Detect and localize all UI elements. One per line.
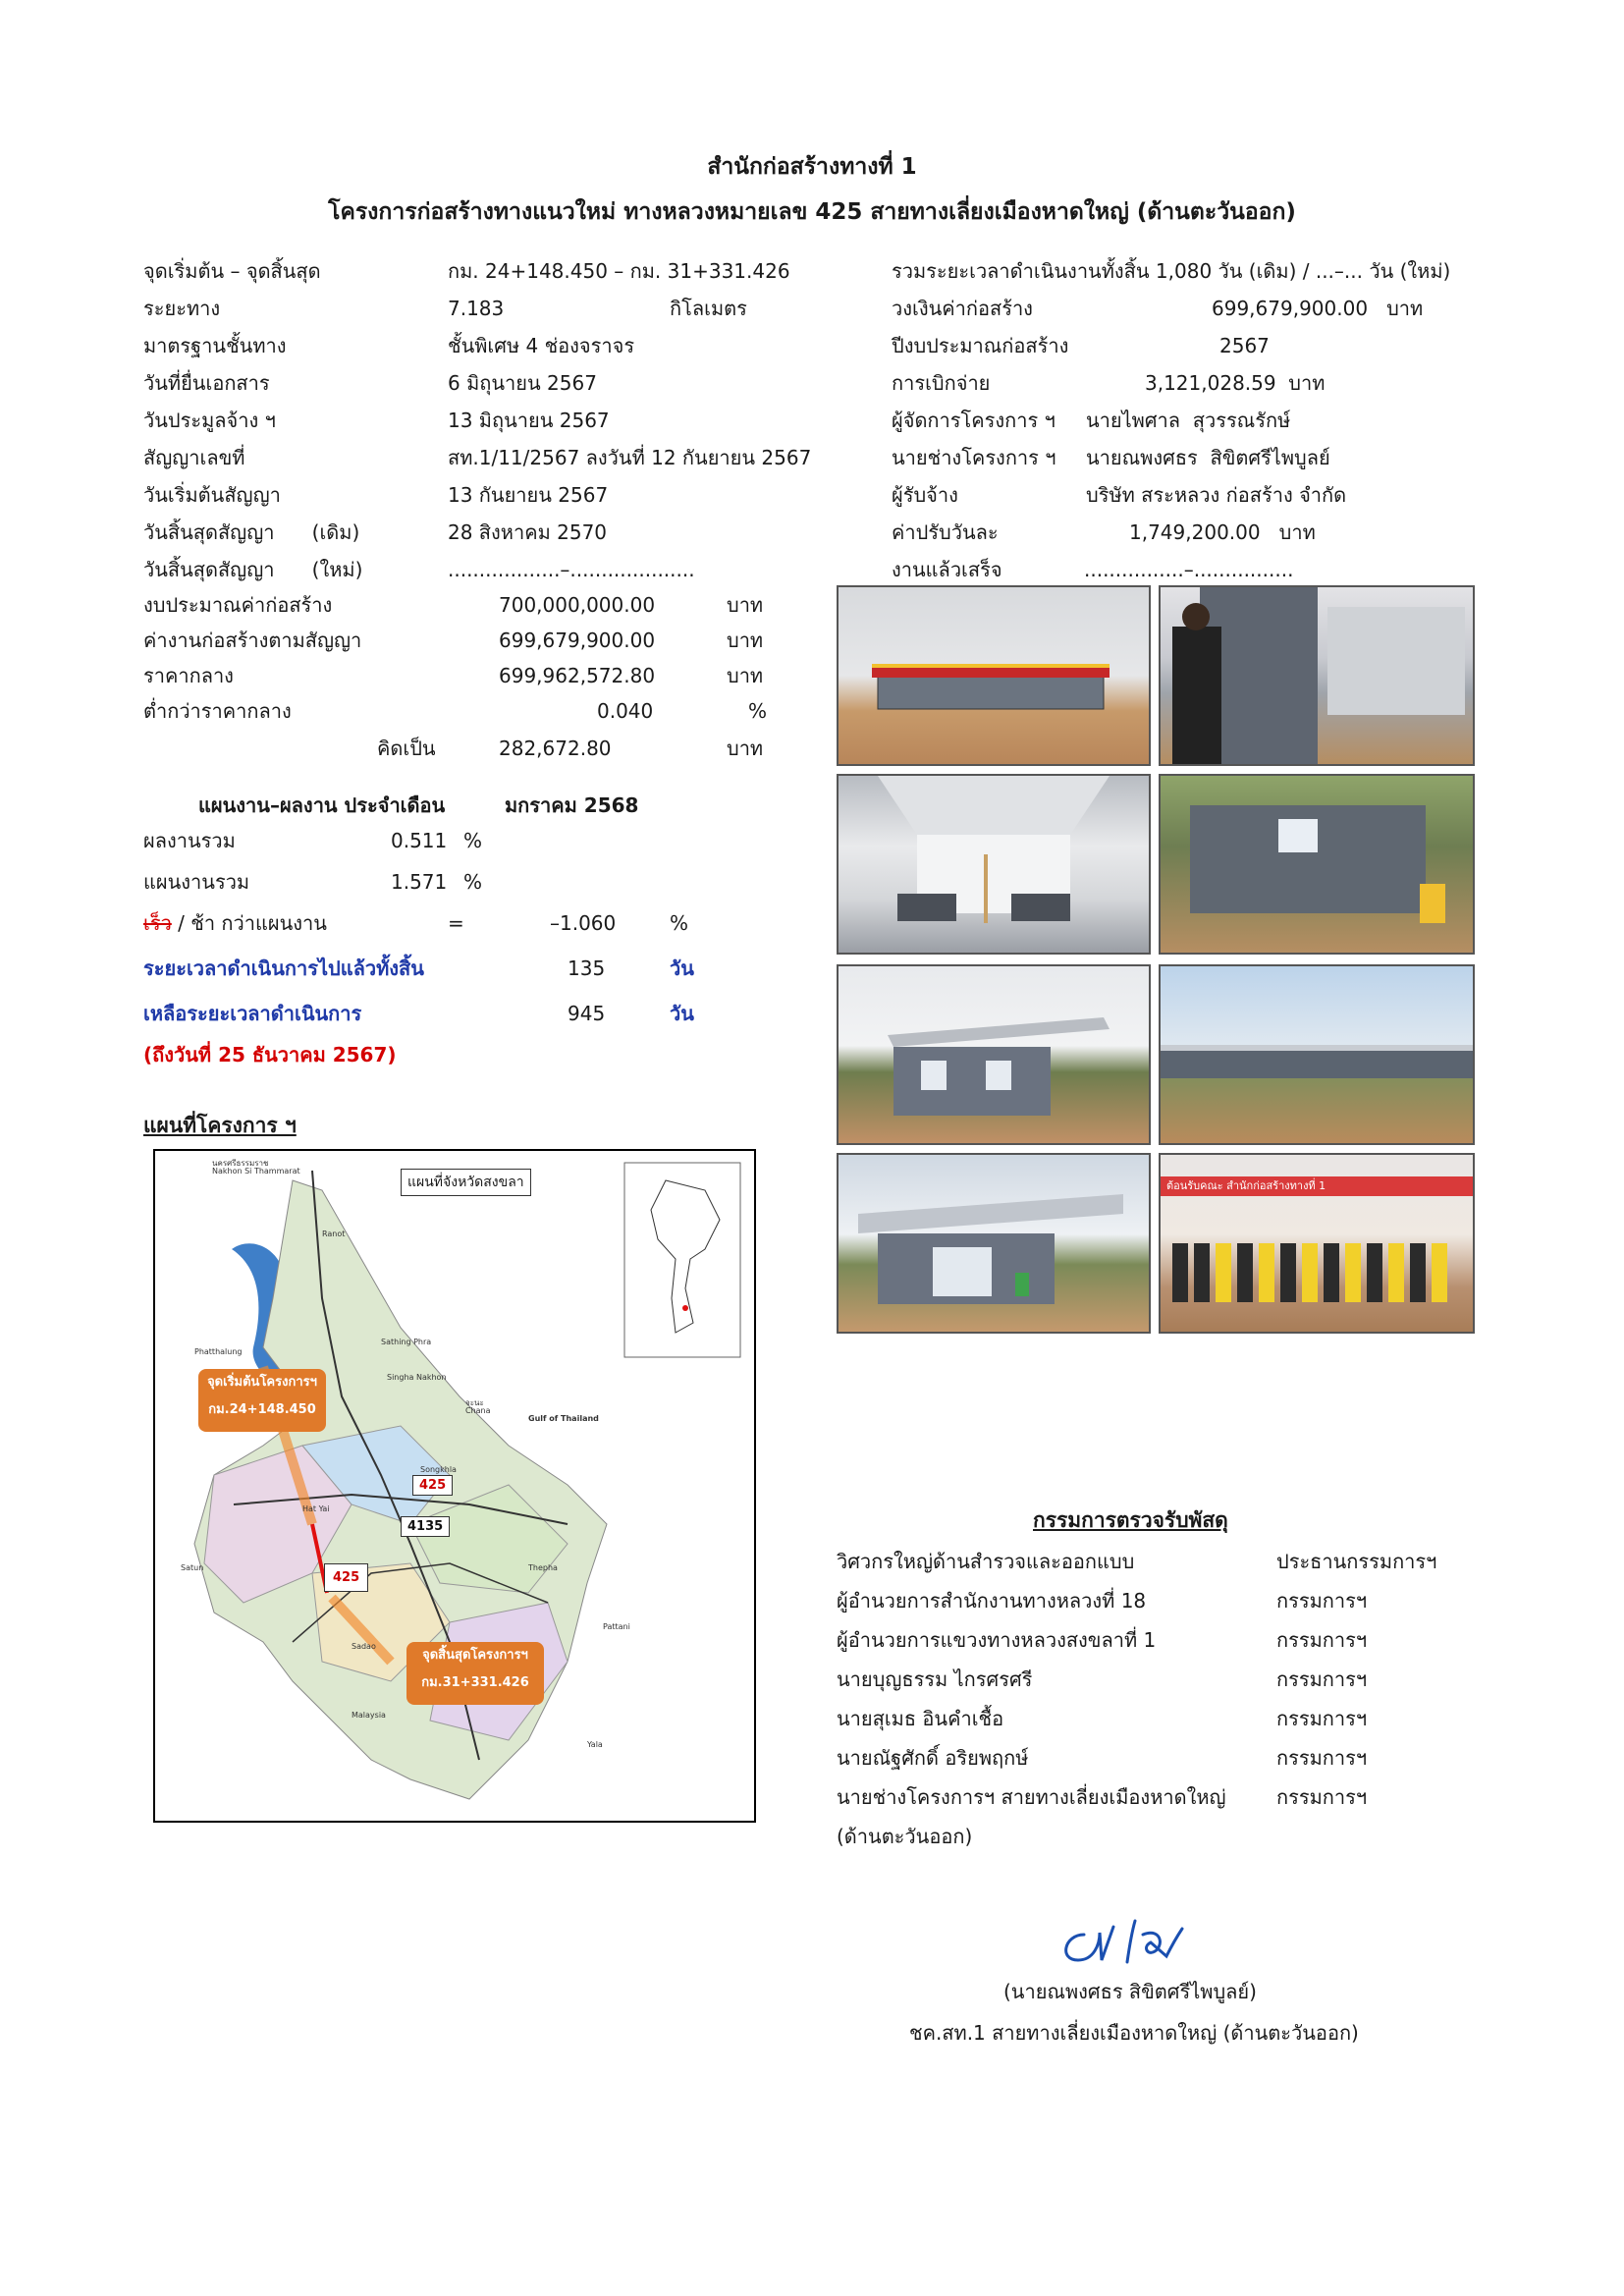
progress-diff-value: –1.060 [550, 911, 617, 935]
map-place: Sadao [352, 1642, 376, 1651]
map-place: Satun [181, 1563, 204, 1572]
info-unit: กิโลเมตร [670, 297, 747, 320]
info-label: การเบิกจ่าย [892, 371, 991, 395]
photo-building-graphic [1161, 776, 1473, 953]
info-label: สัญญาเลขที่ [143, 446, 245, 469]
budget-unit: บาท [727, 664, 764, 687]
map-place: Pattani [603, 1622, 630, 1631]
committee-role: กรรมการฯ [1276, 1628, 1368, 1652]
info-value: กม. 24+148.450 – กม. 31+331.426 [448, 259, 790, 283]
committee-member: นายช่างโครงการฯ สายทางเลี่ยงเมืองหาดใหญ่ [837, 1785, 1226, 1809]
progress-diff-unit: % [670, 911, 689, 935]
site-photo [1159, 964, 1475, 1145]
info-value: บริษัท สระหลวง ก่อสร้าง จำกัด [1086, 483, 1347, 507]
info-value: ..................–.................... [448, 558, 695, 581]
budget-value: 699,679,900.00 [499, 629, 656, 652]
site-photo [837, 774, 1151, 955]
project-dot [682, 1305, 688, 1311]
site-photo [1159, 1153, 1475, 1334]
end-callout-km: กม.31+331.426 [421, 1675, 529, 1690]
committee-heading: กรรมการตรวจรับพัสดุ [1033, 1508, 1228, 1532]
start-callout-km: กม.24+148.450 [208, 1402, 316, 1417]
info-label: ระยะทาง [143, 297, 221, 320]
budget-value: 0.040 [597, 699, 654, 723]
progress-heading: แผนงาน–ผลงาน ประจำเดือน [198, 793, 446, 817]
map-place: Thepha [528, 1563, 558, 1572]
map-place: Chana [465, 1406, 491, 1415]
map-place: Malaysia [352, 1711, 386, 1720]
office-title: สำนักก่อสร้างทางที่ 1 [707, 154, 917, 180]
map-place: Nakhon Si Thammarat [212, 1167, 300, 1175]
elapsed-value: 135 [568, 957, 606, 980]
committee-member-continuation: (ด้านตะวันออก) [837, 1825, 973, 1848]
info-label: วันประมูลจ้าง ฯ [143, 409, 276, 432]
progress-month: มกราคม 2568 [505, 793, 639, 817]
budget-label: ต่ำกว่าราคากลาง [143, 699, 292, 723]
committee-member: วิศวกรใหญ่ด้านสำรวจและออกแบบ [837, 1550, 1135, 1573]
map-place: Hat Yai [302, 1504, 330, 1513]
end-callout [406, 1642, 544, 1705]
committee-role: กรรมการฯ [1276, 1785, 1368, 1809]
budget-label: งบประมาณค่าก่อสร้าง [143, 593, 333, 617]
info-label: วันสิ้นสุดสัญญา (ใหม่) [143, 558, 363, 581]
start-callout [198, 1369, 326, 1432]
info-value: นายณพงศธร สิขิตศรีไพบูลย์ [1086, 446, 1330, 469]
site-photo [837, 585, 1151, 766]
map-place: Singha Nakhon [387, 1373, 447, 1382]
remaining-unit: วัน [670, 1002, 694, 1025]
info-value: 13 กันยายน 2567 [448, 483, 609, 507]
info-value: 3,121,028.59 บาท [1145, 371, 1326, 395]
map-place: นครศรีธรรมราช [212, 1159, 269, 1168]
info-label: จุดเริ่มต้น – จุดสิ้นสุด [143, 259, 321, 283]
info-label: วันเริ่มต้นสัญญา [143, 483, 281, 507]
project-map [153, 1149, 756, 1823]
map-place: Phatthalung [194, 1347, 243, 1356]
info-label: มาตรฐานชั้นทาง [143, 334, 287, 357]
map-place: Gulf of Thailand [528, 1414, 599, 1423]
slower-text: / ช้า กว่าแผนงาน [171, 911, 327, 935]
photo-worker-graphic [1161, 587, 1473, 764]
progress-label: แผนงานรวม [143, 870, 250, 894]
info-value: ................–................ [1084, 558, 1294, 581]
committee-role: กรรมการฯ [1276, 1667, 1368, 1691]
signer-name: (นายณพงศธร สิขิตศรีไพบูลย์) [1003, 1980, 1257, 2003]
info-value: 2567 [1219, 334, 1270, 357]
committee-member: นายสุเมธ อินคำเชื้อ [837, 1707, 1004, 1730]
progress-value: 0.511 [391, 829, 448, 852]
info-label: ผู้รับจ้าง [892, 483, 958, 507]
remaining-label: เหลือระยะเวลาดำเนินการ [143, 1002, 362, 1025]
info-value: 699,679,900.00 บาท [1212, 297, 1424, 320]
photo-building-graphic [839, 587, 1149, 764]
budget-label: คิดเป็น [377, 737, 436, 760]
committee-member: ผู้อำนวยการแขวงทางหลวงสงขลาที่ 1 [837, 1628, 1157, 1652]
committee-member: ผู้อำนวยการสำนักงานทางหลวงที่ 18 [837, 1589, 1147, 1613]
info-value: ชั้นพิเศษ 4 ช่องจราจร [448, 334, 635, 357]
map-graphic [155, 1151, 754, 1821]
map-place: Yala [587, 1740, 603, 1749]
progress-unit: % [463, 870, 483, 894]
info-label: ผู้จัดการโครงการ ฯ [892, 409, 1056, 432]
committee-role: ประธานกรรมการฯ [1276, 1550, 1437, 1573]
info-value: 6 มิถุนายน 2567 [448, 371, 597, 395]
site-photo [1159, 774, 1475, 955]
start-callout-label: จุดเริ่มต้นโครงการฯ [207, 1375, 317, 1390]
welcome-banner: ต้อนรับคณะ สำนักก่อสร้างทางที่ 1 [1161, 1176, 1473, 1196]
budget-unit: บาท [727, 629, 764, 652]
photo-building-graphic [839, 966, 1149, 1143]
budget-label: ราคากลาง [143, 664, 234, 687]
info-label: วันที่ยื่นเอกสาร [143, 371, 270, 395]
remaining-value: 945 [568, 1002, 606, 1025]
committee-role: กรรมการฯ [1276, 1746, 1368, 1770]
faster-struck-text: เร็ว [143, 911, 172, 935]
progress-label: ผลงานรวม [143, 829, 236, 852]
info-value: นายไพศาล สุวรรณรักษ์ [1086, 409, 1291, 432]
route-4135-badge: 4135 [401, 1516, 450, 1537]
site-photo [1159, 585, 1475, 766]
budget-value: 282,672.80 [499, 737, 612, 760]
elapsed-unit: วัน [670, 957, 694, 980]
info-label: งานแล้วเสร็จ [892, 558, 1002, 581]
budget-unit: บาท [727, 593, 764, 617]
budget-value: 700,000,000.00 [499, 593, 656, 617]
info-label: วันสิ้นสุดสัญญา (เดิม) [143, 520, 360, 544]
site-photo [837, 1153, 1151, 1334]
committee-member: นายบุญธรรม ไกรศรศรี [837, 1667, 1033, 1691]
map-inset-title: แผนที่จังหวัดสงขลา [401, 1169, 531, 1196]
photo-building-graphic [1161, 966, 1473, 1143]
signature-image [1045, 1905, 1241, 1974]
info-label: ค่าปรับวันละ [892, 520, 999, 544]
route-425-badge-2: 425 [324, 1563, 368, 1592]
info-label: นายช่างโครงการ ฯ [892, 446, 1056, 469]
committee-role: กรรมการฯ [1276, 1589, 1368, 1613]
budget-label: ค่างานก่อสร้างตามสัญญา [143, 629, 362, 652]
end-callout-label: จุดสิ้นสุดโครงการฯ [422, 1648, 528, 1663]
progress-value: 1.571 [391, 870, 448, 894]
info-value: 1,749,200.00 บาท [1129, 520, 1316, 544]
budget-unit: บาท [727, 737, 764, 760]
photo-building-graphic [839, 1155, 1149, 1332]
budget-value: 699,962,572.80 [499, 664, 656, 687]
info-label: รวมระยะเวลาดำเนินงานทั้งสิ้น 1,080 วัน (เดิม) / ...–... วัน (ใหม่) [892, 259, 1451, 283]
map-place: Songkhla [420, 1465, 457, 1474]
committee-member: นายณัฐศักดิ์ อริยพฤกษ์ [837, 1746, 1029, 1770]
route-425-badge: 425 [412, 1475, 453, 1496]
info-value: 28 สิงหาคม 2570 [448, 520, 608, 544]
info-value: 13 มิถุนายน 2567 [448, 409, 610, 432]
info-value: สท.1/11/2567 ลงวันที่ 12 กันยายน 2567 [448, 446, 812, 469]
committee-role: กรรมการฯ [1276, 1707, 1368, 1730]
signer-position: ชค.สท.1 สายทางเลี่ยงเมืองหาดใหญ่ (ด้านตะวันออก) [909, 2021, 1359, 2045]
map-heading: แผนที่โครงการ ฯ [143, 1114, 297, 1137]
map-place: Ranot [322, 1230, 346, 1238]
map-place: Sathing Phra [381, 1338, 432, 1346]
progress-diff-eq: = [448, 911, 464, 935]
progress-unit: % [463, 829, 483, 852]
site-photo [837, 964, 1151, 1145]
as-of-date: (ถึงวันที่ 25 ธันวาคม 2567) [143, 1043, 397, 1066]
budget-unit: % [748, 699, 768, 723]
project-title: โครงการก่อสร้างทางแนวใหม่ ทางหลวงหมายเลข 425 สายทางเลี่ยงเมืองหาดใหญ่ (ด้านตะวันออก) [328, 199, 1296, 225]
map-place: จะนะ [465, 1398, 484, 1407]
info-value: 7.183 [448, 297, 505, 320]
progress-diff-label [143, 905, 327, 941]
elapsed-label: ระยะเวลาดำเนินการไปแล้วทั้งสิ้น [143, 957, 424, 980]
info-label: ปีงบประมาณก่อสร้าง [892, 334, 1069, 357]
photo-room-graphic [839, 776, 1149, 953]
info-label: วงเงินค่าก่อสร้าง [892, 297, 1033, 320]
